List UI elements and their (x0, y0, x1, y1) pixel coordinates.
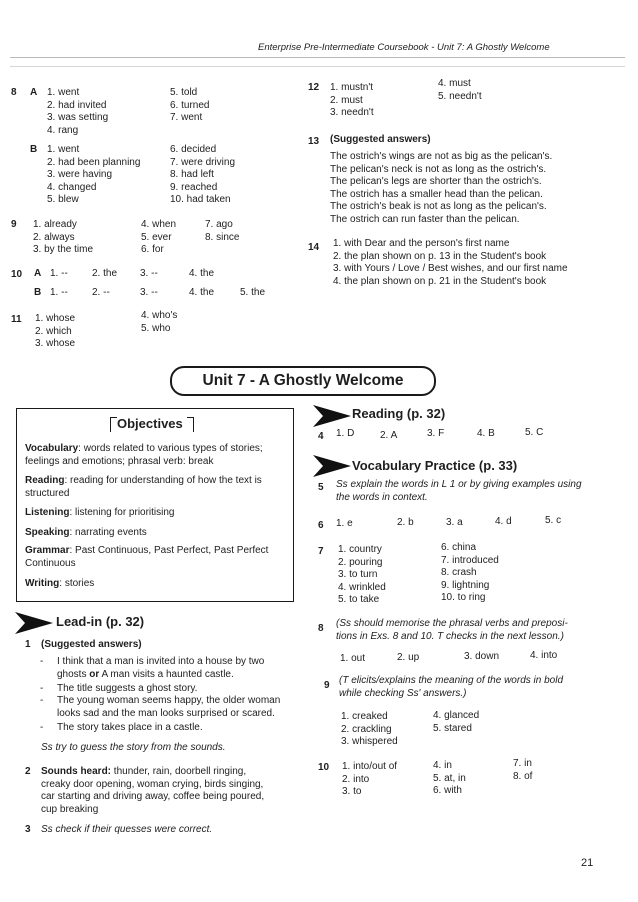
unit-title: Unit 7 - A Ghostly Welcome (170, 366, 436, 396)
section-heading: Reading (p. 32) (352, 406, 446, 421)
answer-list: 1. creaked 2. crackling 3. whispered (341, 711, 398, 747)
answer-list: 5. told 6. turned 7. went (170, 87, 210, 123)
answer-item: 3. down (464, 651, 500, 662)
teacher-note: Ss check if their quesses were correct. (41, 824, 213, 835)
section-heading: Lead-in (p. 32) (56, 614, 145, 629)
objective-item: Reading: reading for understanding of how the text is structured (25, 475, 262, 499)
answer-item: 4. the (189, 287, 215, 298)
answer-item: 5. the (240, 287, 266, 298)
teacher-note: (Ss should memorise the phrasal verbs and preposi- tions in Exs. 8 and 10. T checks in the next lesson.) (336, 618, 568, 642)
exercise-number: 5 (318, 482, 324, 493)
header-rule-secondary (10, 66, 625, 67)
exercise-number: 8 (318, 623, 324, 634)
answer-item: 2. -- (92, 287, 110, 298)
answer-item: 1. D (336, 428, 355, 439)
section-subheading: (Suggested answers) (330, 134, 431, 145)
exercise-number: 13 (308, 136, 320, 147)
running-header: Enterprise Pre-Intermediate Coursebook - Unit 7: A Ghostly Welcome (258, 42, 550, 53)
objective-item: Writing: stories (25, 578, 95, 589)
answer-list: 7. in 8. of (513, 758, 533, 782)
answer-list: 4. who's 5. who (141, 310, 178, 334)
exercise-number: 3 (25, 824, 31, 835)
exercise-number: 4 (318, 431, 324, 442)
page-number: 21 (581, 857, 594, 869)
answer-list: 4. in 5. at, in 6. with (433, 760, 466, 796)
answer-item: 2. A (380, 430, 398, 441)
exercise-number: 7 (318, 546, 324, 557)
bullet-item: I think that a man is invited into a house by two ghosts or A man visits a haunted castle. (57, 656, 265, 680)
answer-item: 1. -- (50, 268, 68, 279)
answer-list: 1. already 2. always 3. by the time (33, 219, 94, 255)
answer-item: 2. the (92, 268, 118, 279)
bullet-dash: - (40, 656, 44, 667)
answer-list: 4. must 5. needn't (438, 78, 482, 102)
part-label: B (30, 144, 38, 155)
objective-item: Speaking: narrating events (25, 527, 147, 538)
answer-item: 4. the (189, 268, 215, 279)
answer-list: 1. country 2. pouring 3. to turn 4. wrinkled 5. to take (338, 544, 386, 605)
section-heading: Vocabulary Practice (p. 33) (352, 458, 518, 473)
bullet-dash: - (40, 722, 44, 733)
bullet-item: The title suggests a ghost story. (57, 683, 198, 694)
bullet-item: The story takes place in a castle. (57, 722, 203, 733)
answer-item: 3. F (427, 428, 445, 439)
answer-item: 5. C (525, 427, 544, 438)
exercise-number: 9 (324, 680, 330, 691)
answer-item: 5. c (545, 515, 562, 526)
arrow-icon (313, 453, 351, 479)
answer-list: 1. mustn't 2. must 3. needn't (330, 82, 374, 118)
bracket-right (187, 417, 194, 432)
objective-item: Grammar: Past Continuous, Past Perfect, Past Perfect Continuous (25, 545, 269, 569)
objectives-box (16, 408, 294, 602)
bracket-left (110, 417, 117, 432)
answer-list: 6. decided 7. were driving 8. had left 9. reached 10. had taken (170, 144, 236, 205)
answer-list: 1. went 2. had invited 3. was setting 4. rang (47, 87, 109, 136)
objective-item: Vocabulary: words related to various types of stories; feelings and emotions; phrasal verb: break (25, 443, 263, 467)
exercise-number: 10 (11, 269, 23, 280)
answer-item: 3. -- (140, 268, 158, 279)
answer-item: 1. e (336, 518, 353, 529)
answer-list: 1. whose 2. which 3. whose (35, 313, 76, 349)
answer-list: 1. with Dear and the person's first name 2. the plan shown on p. 13 in the Student's book 3. with Yours / Love / Best wishes, and our first name 4. the plan shown on p. 21 in the Student's book (333, 238, 568, 287)
teacher-note: Ss explain the words in L 1 or by giving examples using the words in context. (336, 479, 582, 503)
part-label: A (34, 268, 42, 279)
answer-list: 4. glanced 5. stared (433, 710, 480, 734)
exercise-number: 2 (25, 766, 31, 777)
bullet-item: The young woman seems happy, the older woman looks sad and the man looks surprised or scared. (57, 695, 281, 719)
answer-item: 3. -- (140, 287, 158, 298)
answer-item: 1. out (340, 653, 366, 664)
answer-item: 2. up (397, 652, 420, 663)
answer-item: 3. a (446, 517, 463, 528)
exercise-number: 14 (308, 242, 320, 253)
answer-item: 1. -- (50, 287, 68, 298)
exercise-number: 12 (308, 82, 320, 93)
exercise-number: 9 (11, 219, 17, 230)
bullet-dash: - (40, 683, 44, 694)
exercise-number: 10 (318, 762, 330, 773)
exercise-number: 1 (25, 639, 31, 650)
part-label: A (30, 87, 38, 98)
exercise-number: 11 (11, 314, 22, 325)
answer-item: 4. into (530, 650, 558, 661)
answer-list: 7. ago 8. since (205, 219, 240, 243)
teacher-note: Ss try to guess the story from the sounds. (41, 742, 226, 753)
answer-paragraph: The ostrich's wings are not as big as the pelican's. The pelican's neck is not as long as the ostrich's. The pelican's legs are shorter than the ostrich's. The ostrich has a smaller head than the pelican. The ostrich's beak is not as long as the pelican's. The ostrich can run faster than the pelican. (330, 151, 553, 225)
teacher-note: (T elicits/explains the meaning of the words in bold while checking Ss' answers.) (339, 675, 564, 699)
arrow-icon (313, 403, 351, 429)
answer-item: 4. B (477, 428, 495, 439)
objectives-title: Objectives (117, 416, 183, 431)
answer-paragraph: Sounds heard: thunder, rain, doorbell ringing, creaky door opening, woman crying, birds singing, car starting and driving away, coffee being poured, cup breaking (41, 766, 265, 815)
answer-list: 1. went 2. had been planning 3. were having 4. changed 5. blew (47, 144, 141, 205)
answer-list: 1. into/out of 2. into 3. to (342, 761, 398, 797)
answer-item: 4. d (495, 516, 512, 527)
exercise-number: 6 (318, 520, 324, 531)
bullet-dash: - (40, 695, 44, 706)
exercise-number: 8 (11, 87, 17, 98)
section-subheading: (Suggested answers) (41, 639, 142, 650)
part-label: B (34, 287, 42, 298)
objective-item: Listening: listening for prioritising (25, 507, 175, 518)
answer-list: 4. when 5. ever 6. for (141, 219, 177, 255)
answer-item: 2. b (397, 517, 414, 528)
arrow-icon (15, 610, 53, 636)
answer-list: 6. china 7. introduced 8. crash 9. lightning 10. to ring (441, 542, 499, 603)
header-rule (10, 57, 625, 58)
